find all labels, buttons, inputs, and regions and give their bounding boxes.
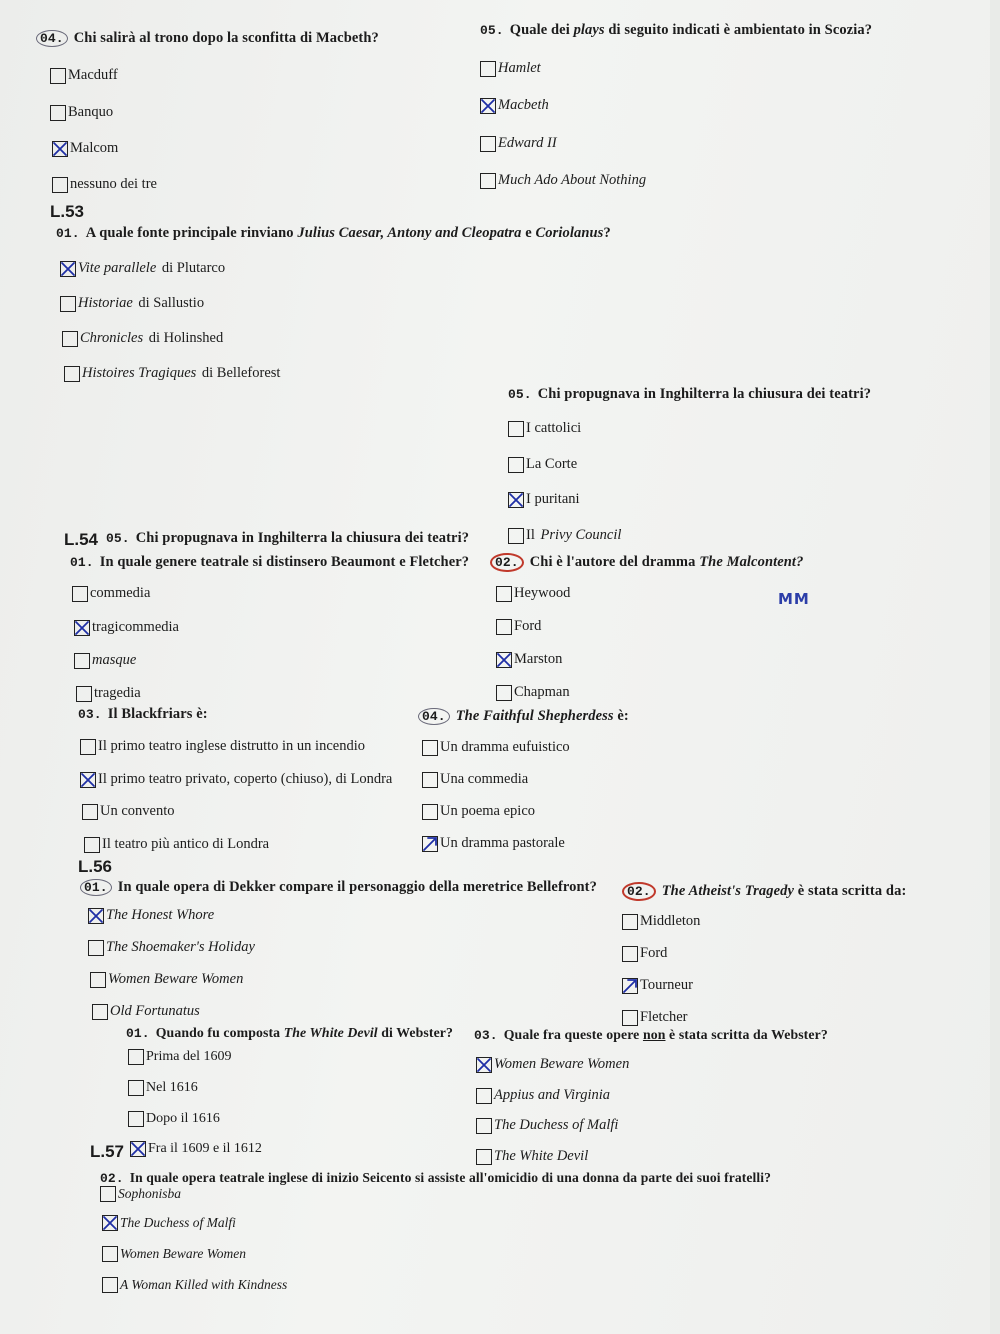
question-text: Quale dei	[509, 22, 574, 38]
option-dopo-1616[interactable]	[128, 1111, 220, 1127]
question-text: Quando fu composta	[155, 1025, 284, 1040]
checkbox[interactable]	[622, 1010, 638, 1026]
option-label: Much Ado About Nothing	[498, 172, 647, 188]
checkbox-checked[interactable]	[102, 1215, 118, 1231]
option-corte[interactable]	[508, 456, 577, 473]
question-text: e	[521, 225, 536, 241]
checkbox-checked[interactable]	[130, 1141, 146, 1157]
checkbox[interactable]	[52, 177, 68, 193]
option-label: The Duchess of Malfi	[494, 1117, 619, 1133]
option-label: Appius and Virginia	[494, 1087, 610, 1103]
option-incendio[interactable]	[80, 738, 365, 755]
option-chapman[interactable]	[496, 684, 570, 701]
option-label: commedia	[90, 585, 151, 601]
checkbox[interactable]	[508, 457, 524, 473]
question-text: è stata scritta da Webster?	[665, 1027, 828, 1042]
checkbox-checked[interactable]	[622, 978, 638, 994]
question-number: 01.	[70, 555, 94, 570]
option-label: Old Fortunatus	[110, 1003, 200, 1019]
question-teatri	[508, 386, 871, 403]
question-number: 04.	[418, 708, 450, 725]
lesson-label-l57: L.57	[90, 1142, 125, 1161]
option-label: The Shoemaker's Holiday	[106, 939, 255, 955]
option-women-beware-webster[interactable]	[476, 1056, 629, 1073]
option-label: di Belleforest	[198, 365, 281, 381]
option-privy-council[interactable]	[508, 527, 621, 544]
question-number: 03.	[474, 1028, 498, 1043]
option-label: Malcom	[70, 140, 119, 156]
option-label: Women Beware Women	[120, 1246, 246, 1261]
option-belleforest[interactable]	[64, 365, 280, 382]
checkbox[interactable]	[60, 296, 76, 312]
question-genere	[70, 554, 469, 571]
question-text: In quale genere teatrale si distinsero Beaumont e Fletcher?	[99, 554, 470, 570]
option-label: Middleton	[640, 913, 701, 929]
checkbox[interactable]	[622, 946, 638, 962]
option-label: di Sallustio	[134, 295, 205, 311]
option-label: Un convento	[100, 803, 175, 819]
checkbox-checked[interactable]	[88, 908, 104, 924]
checkbox[interactable]	[76, 686, 92, 702]
checkbox[interactable]	[84, 837, 100, 853]
question-number: 05.	[480, 23, 504, 38]
option-label: Edward II	[498, 135, 557, 151]
question-dekker	[80, 879, 597, 896]
option-label: di Plutarco	[158, 260, 226, 276]
option-macduff[interactable]	[50, 67, 118, 84]
option-label: A Woman Killed with Kindness	[120, 1277, 288, 1292]
option-cattolici[interactable]	[508, 420, 581, 437]
question-number: 01.	[126, 1026, 150, 1041]
option-label: Fletcher	[640, 1009, 688, 1025]
question-text: In quale opera teatrale inglese di inizio Seicento si assiste all'omicidio di una donna da parte dei suoi fratelli?	[129, 1170, 772, 1185]
handwritten-initials: MM	[778, 590, 810, 608]
option-label: Tourneur	[640, 977, 693, 993]
checkbox-checked[interactable]	[508, 492, 524, 508]
question-text-underlined: non	[642, 1027, 666, 1042]
option-label: The White Devil	[494, 1148, 589, 1164]
option-ford[interactable]	[496, 618, 541, 635]
question-teatri-duplicate	[106, 530, 469, 547]
option-malcom[interactable]	[52, 140, 118, 157]
option-label: tragicommedia	[92, 619, 179, 635]
option-label: Marston	[514, 651, 563, 667]
option-label: Il primo teatro inglese distrutto in un incendio	[98, 738, 365, 754]
question-text-italic: plays	[573, 22, 605, 38]
option-marston[interactable]	[496, 651, 562, 668]
lesson-label-l56: L.56	[78, 857, 113, 876]
checkbox-checked[interactable]	[496, 652, 512, 668]
question-text: di seguito indicati è ambientato in Scozia?	[604, 22, 873, 38]
question-number: 01.	[56, 226, 80, 241]
option-label: Heywood	[514, 585, 571, 601]
checkbox[interactable]	[50, 105, 66, 121]
option-white-devil[interactable]	[476, 1148, 588, 1165]
question-shepherdess	[418, 708, 629, 725]
question-text: di Webster?	[377, 1025, 454, 1040]
option-honest-whore[interactable]	[88, 907, 214, 924]
checkbox[interactable]	[102, 1246, 118, 1262]
question-text: A quale fonte principale rinviano	[85, 225, 298, 241]
option-teatro-antico[interactable]	[84, 836, 269, 853]
option-una-commedia[interactable]	[422, 771, 528, 788]
option-label: Macduff	[68, 67, 118, 83]
checkbox[interactable]	[88, 940, 104, 956]
option-label: Un dramma eufuistico	[440, 739, 570, 755]
checkbox[interactable]	[50, 68, 66, 84]
option-women-beware[interactable]	[90, 971, 243, 988]
question-text: è stata scritta da:	[794, 883, 907, 899]
option-1609-1612[interactable]	[130, 1141, 262, 1157]
question-text: Chi salirà al trono dopo la sconfitta di Macbeth?	[73, 30, 379, 46]
checkbox[interactable]	[496, 685, 512, 701]
option-masque[interactable]	[74, 652, 136, 669]
checkbox[interactable]	[496, 619, 512, 635]
option-teatro-privato[interactable]	[80, 771, 392, 788]
checkbox[interactable]	[422, 772, 438, 788]
question-blackfriars	[78, 706, 208, 723]
checkbox[interactable]	[476, 1088, 492, 1104]
checkbox[interactable]	[422, 804, 438, 820]
question-atheist	[622, 882, 906, 901]
option-label: I cattolici	[526, 420, 582, 436]
lesson-label-l54: L.54	[64, 530, 99, 549]
checkbox[interactable]	[82, 804, 98, 820]
question-text: Chi propugnava in Inghilterra la chiusura dei teatri?	[135, 530, 470, 546]
option-plutarco[interactable]	[60, 260, 225, 277]
option-women-beware-fratelli[interactable]	[102, 1246, 246, 1262]
option-sallustio[interactable]	[60, 295, 204, 312]
option-puritani[interactable]	[508, 491, 580, 508]
option-label-italic: Chronicles	[80, 330, 144, 346]
checkbox-checked[interactable]	[480, 98, 496, 114]
checkbox[interactable]	[74, 653, 90, 669]
question-malcontent	[490, 553, 803, 572]
option-label: Banquo	[68, 104, 114, 120]
option-label: Hamlet	[498, 60, 541, 76]
question-white-devil	[126, 1025, 453, 1041]
option-label: Women Beware Women	[108, 971, 244, 987]
question-number: 05.	[508, 387, 532, 402]
checkbox[interactable]	[102, 1277, 118, 1293]
option-label: Il primo teatro privato, coperto (chiuso), di Londra	[98, 771, 393, 787]
option-label: Ford	[640, 945, 668, 961]
option-holinshed[interactable]	[62, 330, 223, 347]
option-label: tragedia	[94, 685, 141, 701]
checkbox[interactable]	[128, 1111, 144, 1127]
checkbox[interactable]	[92, 1004, 108, 1020]
option-label: Nel 1616	[146, 1080, 198, 1095]
option-ford-atheist[interactable]	[622, 945, 667, 962]
option-label: masque	[92, 652, 137, 668]
question-number: 05.	[106, 531, 130, 546]
lesson-label-l53: L.53	[50, 202, 85, 221]
option-much-ado[interactable]	[480, 172, 646, 189]
option-prima-1609[interactable]	[128, 1049, 232, 1065]
option-duchess-webster[interactable]	[476, 1117, 618, 1134]
option-label: Il	[526, 527, 539, 543]
checkbox[interactable]	[508, 421, 524, 437]
question-macbeth	[36, 30, 379, 47]
checkbox[interactable]	[72, 586, 88, 602]
checkbox-checked[interactable]	[476, 1057, 492, 1073]
checkbox-checked[interactable]	[422, 836, 438, 852]
option-fletcher[interactable]	[622, 1009, 688, 1026]
option-woman-killed[interactable]	[102, 1277, 287, 1293]
checkbox[interactable]	[62, 331, 78, 347]
option-label: Macbeth	[498, 97, 549, 113]
question-number: 02.	[622, 882, 656, 901]
option-label: Sophonisba	[118, 1186, 182, 1201]
question-text: Quale fra queste opere	[503, 1027, 643, 1042]
option-label: Un dramma pastorale	[440, 835, 565, 851]
option-duchess-malfi[interactable]	[102, 1215, 236, 1231]
option-nessuno[interactable]	[52, 176, 157, 193]
question-text-italic: The White Devil	[283, 1025, 378, 1040]
option-label: Dopo il 1616	[146, 1111, 220, 1126]
option-nel-1616[interactable]	[128, 1080, 198, 1096]
option-tragicommedia[interactable]	[74, 619, 179, 636]
checkbox[interactable]	[496, 586, 512, 602]
question-text: In quale opera di Dekker compare il personaggio della meretrice Bellefront?	[117, 879, 597, 895]
option-label: Il teatro più antico di Londra	[102, 836, 270, 852]
checkbox-checked[interactable]	[52, 141, 68, 157]
option-label-italic: Histoires Tragiques	[82, 365, 197, 381]
option-poema-epico[interactable]	[422, 803, 535, 820]
option-fortunatus[interactable]	[92, 1003, 200, 1020]
question-text: Chi è l'autore del dramma	[529, 554, 700, 570]
question-fratelli	[100, 1170, 771, 1186]
option-appius[interactable]	[476, 1087, 610, 1104]
option-sophonisba[interactable]	[100, 1186, 181, 1202]
question-text-italic: Coriolanus	[535, 225, 604, 241]
question-text: ?	[603, 225, 611, 241]
option-hamlet[interactable]	[480, 60, 541, 77]
option-label: Chapman	[514, 684, 570, 700]
question-fonte	[56, 225, 611, 242]
option-label: nessuno dei tre	[70, 176, 157, 192]
option-label: The Duchess of Malfi	[120, 1215, 236, 1230]
option-label: The Honest Whore	[106, 907, 215, 923]
checkbox[interactable]	[128, 1080, 144, 1096]
question-text-italic: The Malcontent?	[699, 554, 804, 570]
checkbox[interactable]	[476, 1149, 492, 1165]
question-scozia	[480, 22, 872, 39]
checkbox[interactable]	[64, 366, 80, 382]
question-number: 01.	[80, 879, 112, 896]
question-text: Il Blackfriars è:	[107, 706, 208, 722]
option-shoemaker[interactable]	[88, 939, 255, 956]
option-heywood[interactable]	[496, 585, 570, 602]
option-label-italic: Vite parallele	[78, 260, 157, 276]
option-label: Fra il 1609 e il 1612	[148, 1141, 262, 1156]
option-banquo[interactable]	[50, 104, 113, 121]
option-tragedia[interactable]	[76, 685, 141, 702]
question-text-italic: The Atheist's Tragedy	[661, 883, 795, 899]
question-text-italic: The Faithful Shepherdess	[455, 708, 614, 724]
question-number: 02.	[490, 553, 524, 572]
question-webster	[474, 1027, 828, 1043]
checkbox[interactable]	[128, 1049, 144, 1065]
option-macbeth[interactable]	[480, 97, 549, 114]
option-label: La Corte	[526, 456, 578, 472]
option-edward[interactable]	[480, 135, 557, 152]
question-text: Chi propugnava in Inghilterra la chiusura dei teatri?	[537, 386, 872, 402]
checkbox[interactable]	[480, 136, 496, 152]
option-label: di Holinshed	[145, 330, 224, 346]
option-label-italic: Historiae	[78, 295, 133, 311]
option-convento[interactable]	[82, 803, 175, 820]
checkbox[interactable]	[480, 61, 496, 77]
checkbox[interactable]	[422, 740, 438, 756]
option-label: Ford	[514, 618, 542, 634]
question-number: 04.	[36, 30, 68, 47]
option-eufuistico[interactable]	[422, 739, 570, 756]
option-label: Women Beware Women	[494, 1056, 630, 1072]
option-middleton[interactable]	[622, 913, 700, 930]
option-label: Un poema epico	[440, 803, 536, 819]
question-number: 03.	[78, 707, 102, 722]
option-label: Una commedia	[440, 771, 529, 787]
option-commedia[interactable]	[72, 585, 150, 602]
checkbox-checked[interactable]	[80, 772, 96, 788]
option-pastorale[interactable]	[422, 835, 565, 852]
checkbox[interactable]	[476, 1118, 492, 1134]
checkbox[interactable]	[508, 528, 524, 544]
checkbox[interactable]	[90, 972, 106, 988]
option-label: Prima del 1609	[146, 1049, 232, 1064]
option-tourneur[interactable]	[622, 977, 693, 994]
question-number: 02.	[100, 1171, 124, 1186]
checkbox[interactable]	[622, 914, 638, 930]
option-label-italic: Privy Council	[540, 527, 622, 543]
checkbox-checked[interactable]	[74, 620, 90, 636]
question-text: è:	[613, 708, 629, 724]
question-text-italic: Julius Caesar, Antony and Cleopatra	[297, 225, 522, 241]
checkbox[interactable]	[480, 173, 496, 189]
option-label: I puritani	[526, 491, 580, 507]
checkbox[interactable]	[100, 1186, 116, 1202]
checkbox-checked[interactable]	[60, 261, 76, 277]
checkbox[interactable]	[80, 739, 96, 755]
